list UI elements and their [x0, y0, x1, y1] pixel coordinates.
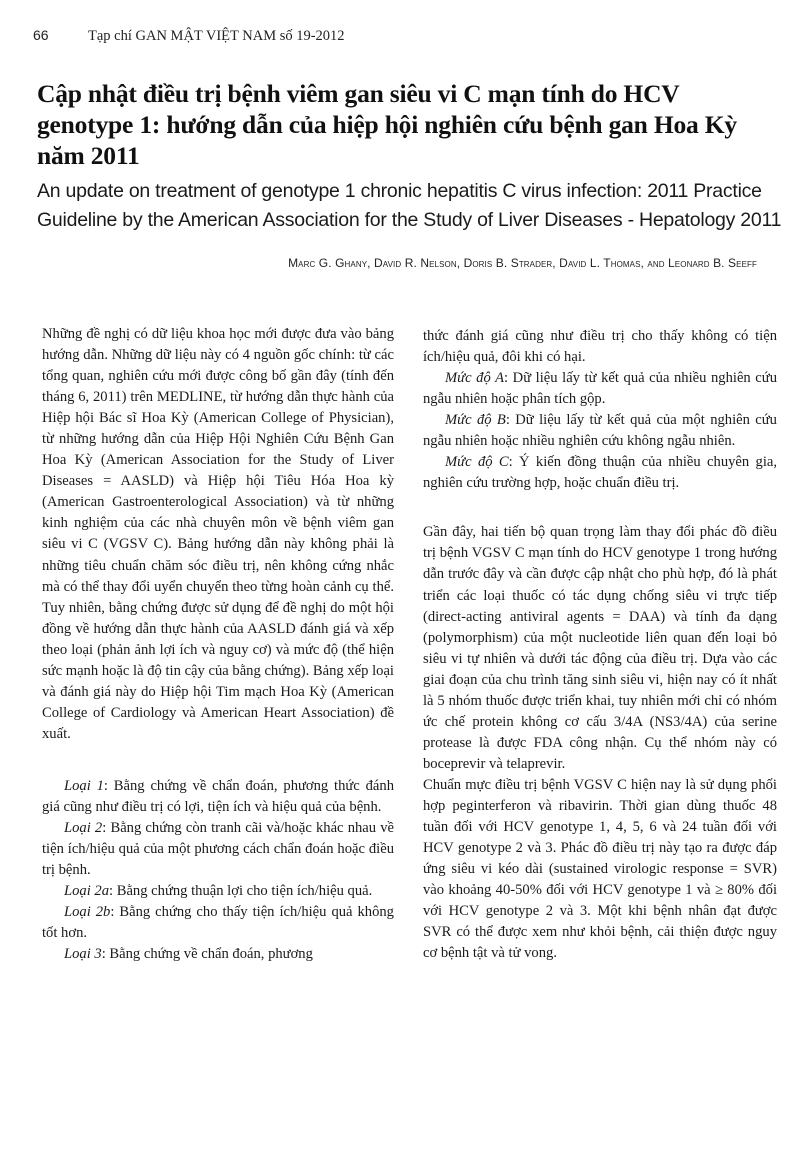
page-number: 66 [33, 27, 49, 43]
right-column [423, 326, 777, 964]
class-2a-definition [42, 881, 394, 902]
class-label: Loại 2a [64, 883, 110, 900]
level-label: Mức độ C [445, 454, 509, 471]
intro-paragraph: Những đề nghị có dữ liệu khoa học mới được đưa vào bảng hướng dẫn. Những dữ liệu này có 4 nguồn gốc chính: từ các tổng quan, nghiên cứu mới được công bố gần đây (tính đến tháng 6, 2011) trên MEDLINE, từ hướng dẫn thực hành của Hiệp hội Bác sĩ Hoa Kỳ (American College of Physician), từ những hướng dẫn của Hiệp Hội Nghiên Cứu Bệnh Gan Hoa Kỳ (American Association for the Study of Liver Diseases = AASLD) và Hiệp hội Tiêu Hóa Hoa kỳ (American Gastroenterological Association) và từ những kinh nghiệm của các nhà chuyên môn về bệnh viêm gan siêu vi C (VGSV C). Bảng hướng dẫn này không phải là những tiêu chuẩn chăm sóc điều trị, nên không cứng nhắc mà có thể thay đổi uyển chuyển theo từng hoàn cảnh cụ thể. Tuy nhiên, bằng chứng được sử dụng để đề nghị do một hội đồng về hướng dẫn thực hành của AASLD đánh giá và xếp theo loại (phản ảnh lợi ích và nguy cơ) và mức độ (thể hiện sức mạnh hoặc là độ tin cậy của bằng chứng). Bảng xếp loại và đánh giá này do Hiệp hội Tim mạch Hoa Kỳ (American College of Cardiology và American Heart Association) đề xuất. [42, 326, 394, 742]
level-a-definition [423, 368, 777, 410]
class-text: : Bằng chứng cho thấy tiện ích/hiệu quả không tốt hơn. [42, 904, 394, 942]
running-header [33, 27, 345, 45]
level-c-definition [423, 452, 777, 494]
standard-treatment-paragraph: Chuẩn mực điều trị bệnh VGSV C hiện nay là sử dụng phối hợp peginterferon và ribavirin. Thời gian dùng thuốc 48 tuần đối với HCV genotype 1, 4, 5, 6 và 24 tuần đối với HCV genotype 2 và 3. Phác đồ điều trị này tạo ra được đáp ứng siêu vi kéo dài (sustained virologic response = SVR) vào khoảng 40-50% đối với HCV genotype 1 và ≥ 80% đối với HCV genotype 2 và 3. Một khi bệnh nhân đạt được SVR có thể được xem như khỏi bệnh, cải thiện được nguy cơ bệnh tật và tử vong. [423, 776, 777, 962]
level-text: : Dữ liệu lấy từ kết quả của một nghiên cứu ngẫu nhiên hoặc nhiều nghiên cứu không ngẫu nhiên. [423, 412, 777, 450]
class-3-definition [42, 944, 394, 965]
class-text: : Bằng chứng còn tranh cãi và/hoặc khác nhau về tiện ích/hiệu quả của một phương cách chẩn đoán hoặc điều trị bệnh. [42, 820, 394, 879]
level-b-definition [423, 410, 777, 452]
class-label: Loại 2 [64, 820, 103, 837]
journal-name: Tạp chí GAN MẬT VIỆT NAM số 19-2012 [88, 28, 345, 44]
level-label: Mức độ B [445, 412, 506, 429]
recent-advances-paragraph: Gần đây, hai tiến bộ quan trọng làm thay đổi phác đồ điều trị bệnh VGSV C mạn tính do HCV genotype 1 trong hướng dẫn trước đây và cần được cập nhật cho phù hợp, đó là phát triển các loại thuốc có tác dụng chống siêu vi trực tiếp (direct-acting antiviral agents = DAA) và tính đa dạng (polymorphism) của một nucleotide liên quan đến loại bỏ siêu vi tự nhiên và dưới tác động của điều trị. Dựa vào các giai đoạn của chu trình tăng sinh siêu vi, hiện nay có ít nhất là 5 nhóm thuốc được triển khai, tuy nhiên mới chỉ có nhóm ức chế protein không cơ cấu 3/4A (NS3/4A) của serine protease là được FDA công nhận. Cụ thể nhóm này có boceprevir và telaprevir. [423, 524, 777, 772]
class-label: Loại 1 [64, 777, 104, 794]
class-3-continued: thức đánh giá cũng như điều trị cho thấy không có tiện ích/hiệu quả, đôi khi có hại. [423, 328, 777, 366]
class-1-definition [42, 776, 394, 818]
class-label: Loại 2b [64, 904, 111, 921]
level-label: Mức độ A [445, 370, 505, 387]
level-text: : Dữ liệu lấy từ kết quả của nhiều nghiên cứu ngẫu nhiên hoặc phân tích gộp. [423, 370, 777, 408]
author-list: Marc G. Ghany, David R. Nelson, Doris B. Strader, David L. Thomas, and Leonard B. Seeff [288, 256, 757, 270]
class-label: Loại 3 [64, 946, 102, 963]
class-text: : Bằng chứng thuận lợi cho tiện ích/hiệu quả. [109, 883, 373, 900]
class-2-definition [42, 818, 394, 881]
class-text: : Bằng chứng về chẩn đoán, phương [101, 946, 313, 963]
article-title-english: An update on treatment of genotype 1 chronic hepatitis C virus infection: 2011 Practice Guideline by the American Association for the Study of Liver Diseases - Hepatology 2011 [37, 180, 782, 231]
class-2b-definition [42, 902, 394, 944]
left-column [42, 324, 394, 965]
article-title-vietnamese: Cập nhật điều trị bệnh viêm gan siêu vi C mạn tính do HCV genotype 1: hướng dẫn của hiệp hội nghiên cứu bệnh gan Hoa Kỳ năm 2011 [37, 79, 737, 170]
level-text: : Ý kiến đồng thuận của nhiều chuyên gia, nghiên cứu trường hợp, hoặc chuẩn điều trị. [423, 454, 778, 492]
class-text: : Bằng chứng về chẩn đoán, phương thức đánh giá cũng như điều trị có lợi, tiện ích và hiệu quả của bệnh. [42, 777, 394, 815]
